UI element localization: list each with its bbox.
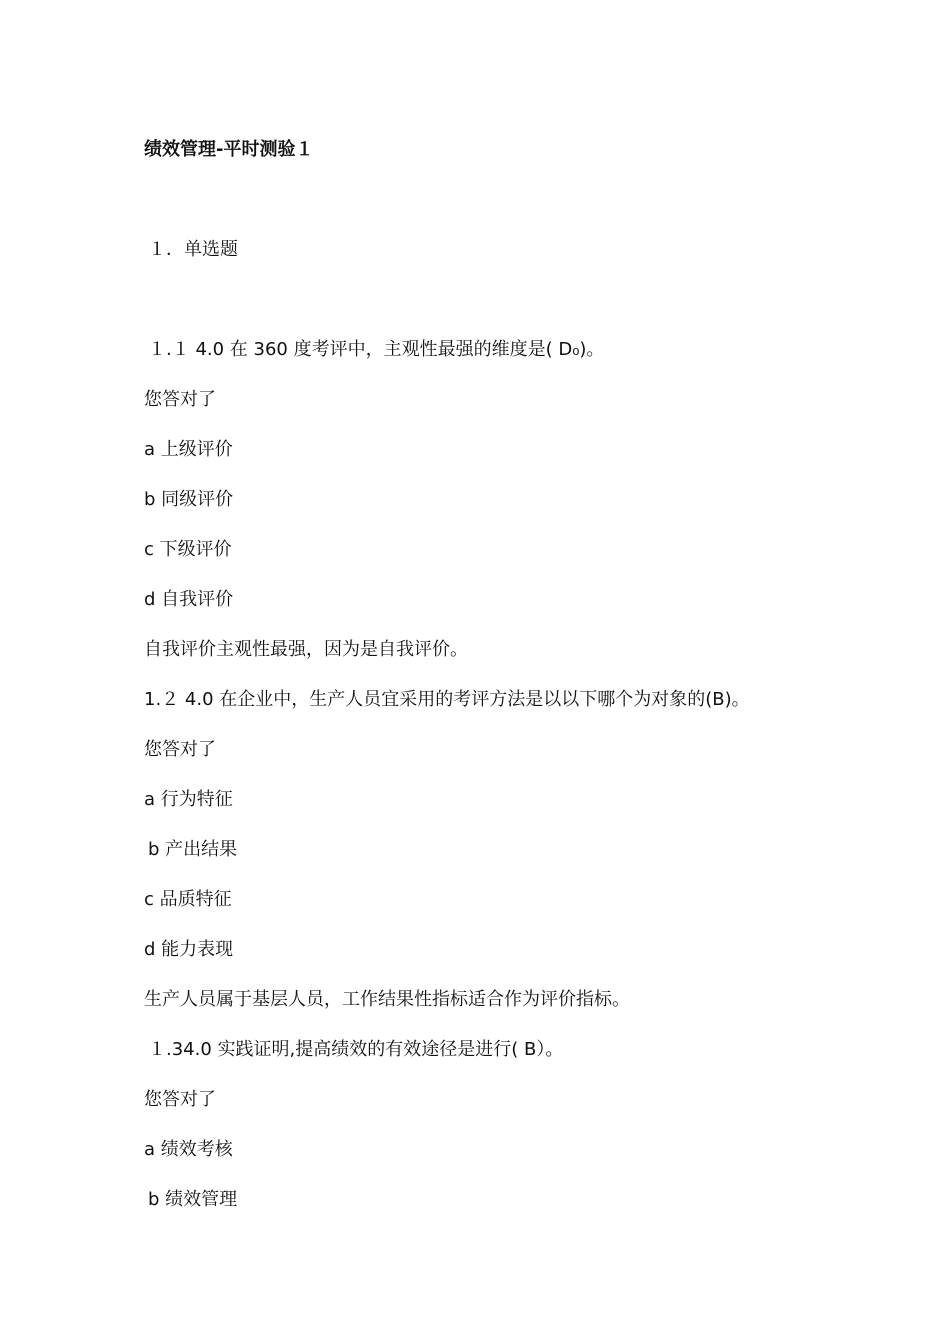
option-b: b 同级评价 (144, 489, 234, 510)
option-d: d 自我评价 (144, 589, 234, 610)
answer-explanation: 生产人员属于基层人员，工作结果性指标适合作为评价指标。 (144, 989, 630, 1010)
answer-status: 您答对了 (144, 389, 216, 410)
option-a: a 绩效考核 (144, 1139, 233, 1160)
question-stem: １.34.0 实践证明,提高绩效的有效途径是进行( B）。 (148, 1039, 564, 1060)
document-page (144, 136, 824, 1214)
question-stem: １.１ 4.0 在 360 度考评中，主观性最强的维度是( D₀)。 (148, 339, 605, 360)
section-heading: １．单选题 (148, 239, 238, 260)
answer-explanation: 自我评价主观性最强，因为是自我评价。 (144, 639, 468, 660)
option-b: b 绩效管理 (148, 1189, 238, 1210)
answer-status: 您答对了 (144, 739, 216, 760)
document-title: 绩效管理-平时测验１ (144, 139, 314, 160)
option-d: d 能力表现 (144, 939, 234, 960)
answer-status: 您答对了 (144, 1089, 216, 1110)
option-a: a 行为特征 (144, 789, 233, 810)
option-c: c 品质特征 (144, 889, 232, 910)
option-c: c 下级评价 (144, 539, 232, 560)
question-stem: 1.２ 4.0 在企业中，生产人员宜采用的考评方法是以以下哪个为对象的(B)。 (144, 689, 750, 710)
option-b: b 产出结果 (148, 839, 238, 860)
option-a: a 上级评价 (144, 439, 233, 460)
